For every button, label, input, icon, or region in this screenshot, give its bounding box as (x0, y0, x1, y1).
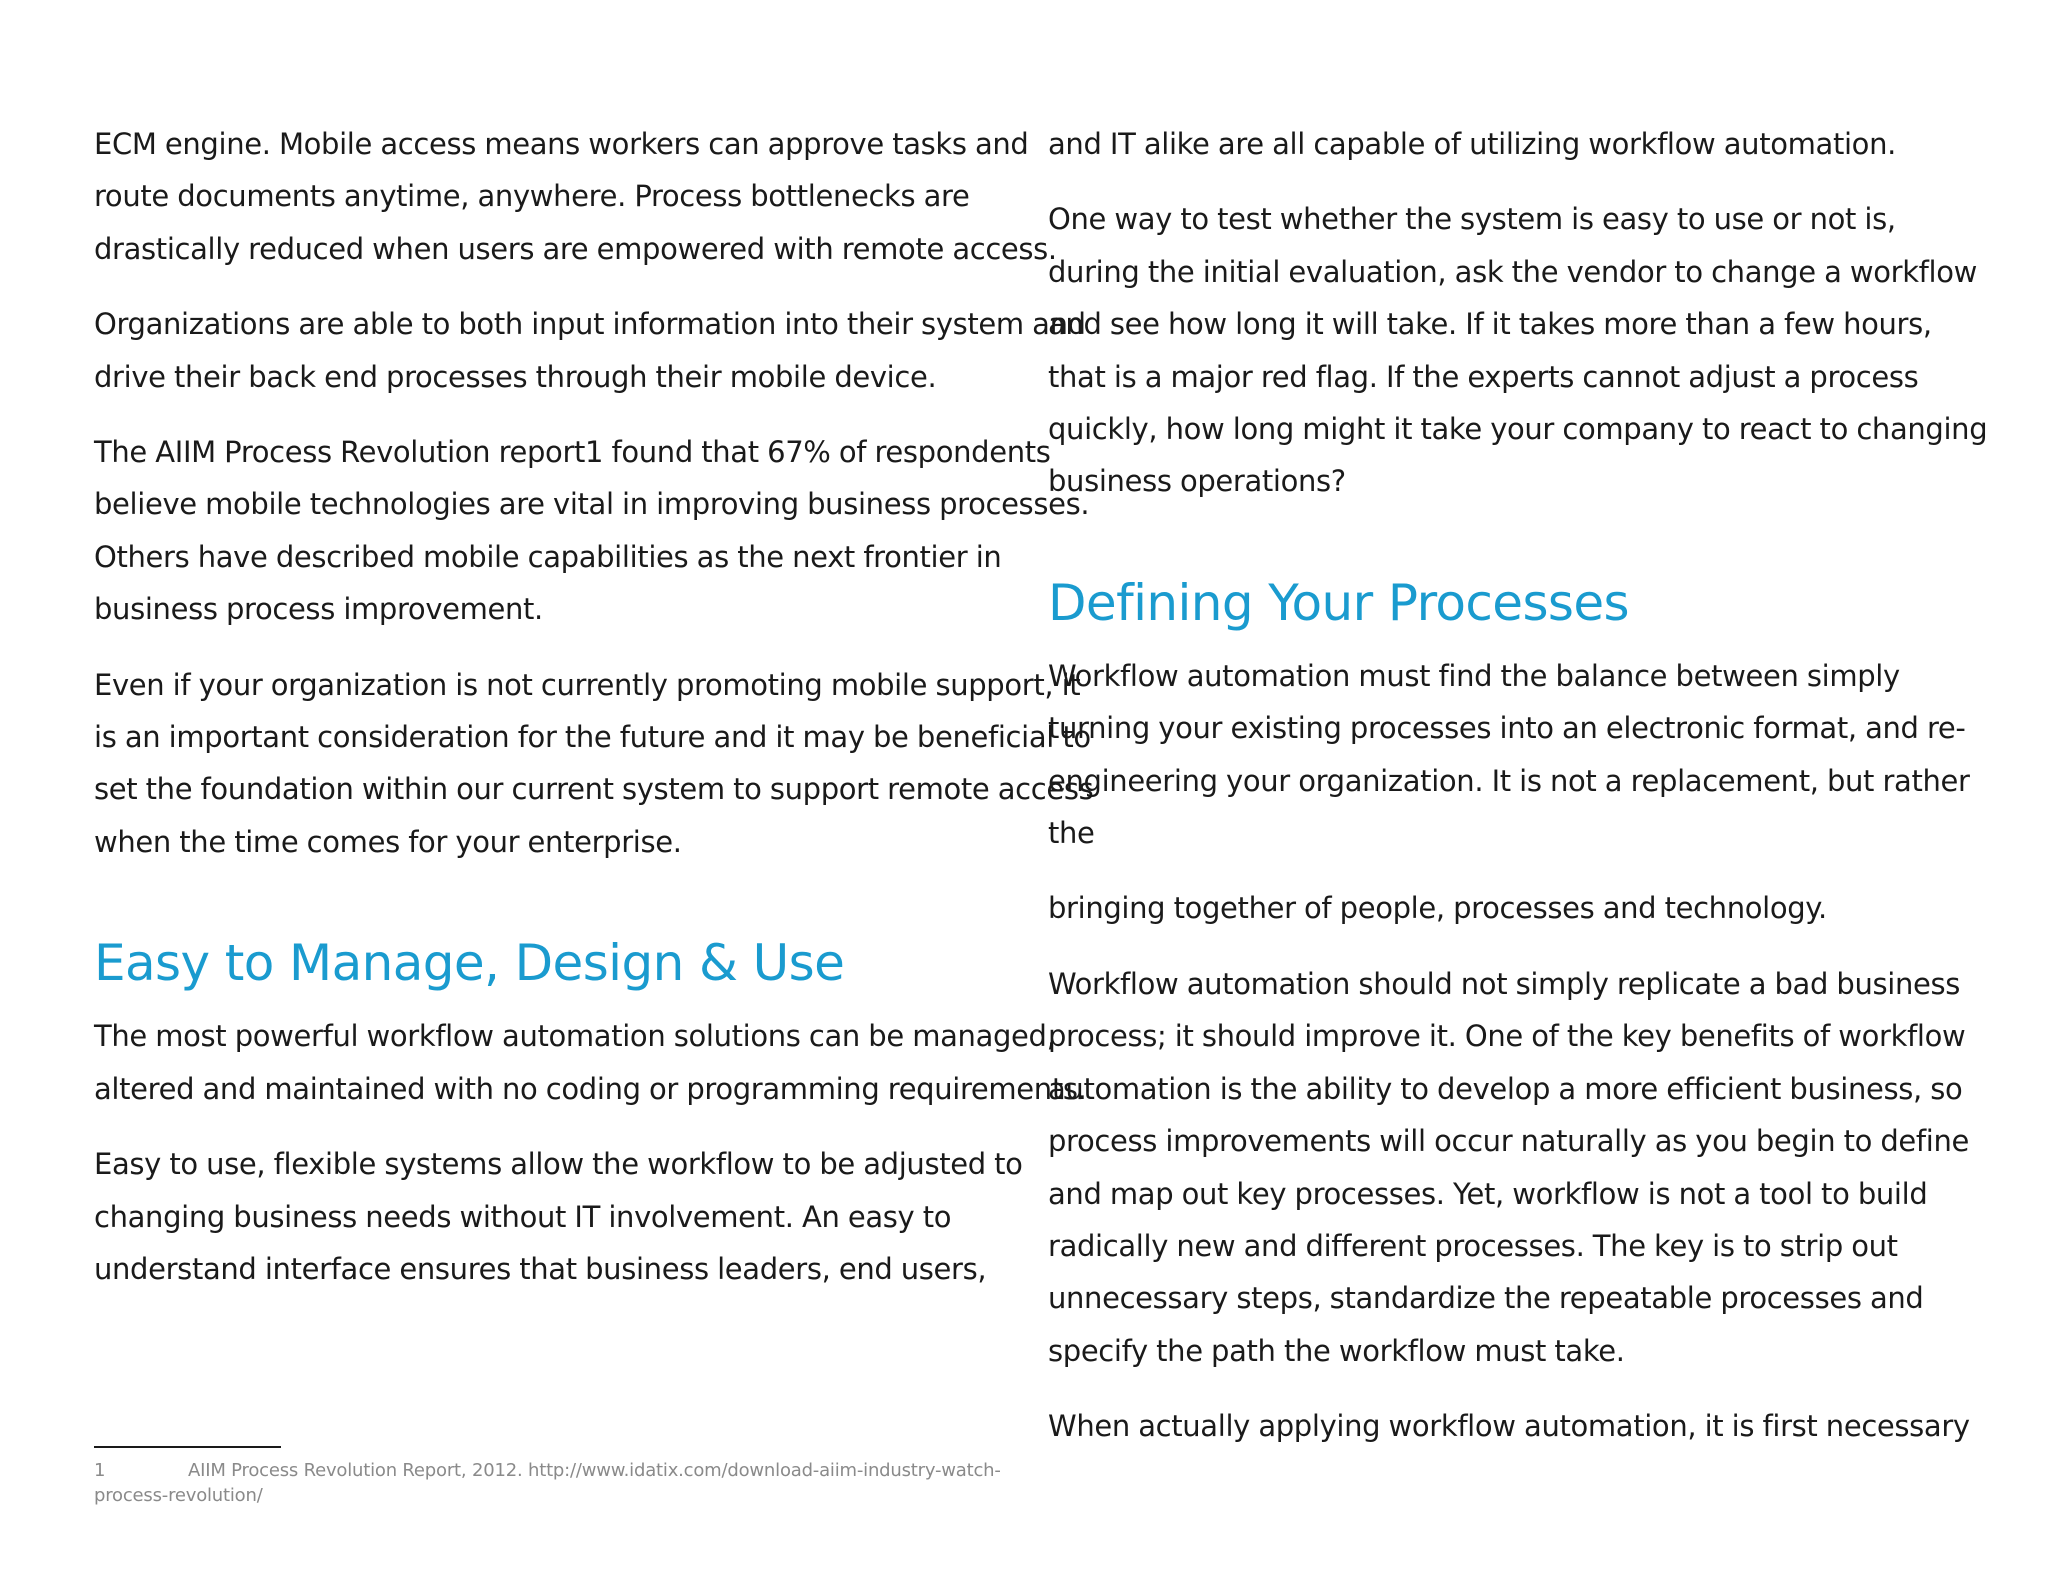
body-paragraph: ECM engine. Mobile access means workers can approve tasks and route documents anytime, anywhere. Process bottlenecks are drastically reduced when users are empowered with remote access. (94, 127, 1057, 266)
footnote-divider (94, 1446, 281, 1448)
body-paragraph: Workflow automation must find the balance between simply turning your existing processes into an electronic format, and re-engineering your organization. It is not a replacement, but rather the (1048, 658, 1970, 851)
left-column (94, 118, 1109, 1318)
body-paragraph: Even if your organization is not currently promoting mobile support, it is an important consideration for the future and it may be beneficial to set the foundation within our current system to support remote access when the time comes for your enterprise. (94, 667, 1094, 859)
body-paragraph: Organizations are able to both input information into their system and drive their back end processes through their mobile device. (94, 307, 1086, 394)
body-paragraph: The AIIM Process Revolution report1 found that 67% of respondents believe mobile technologies are vital in improving business processes. Others have described mobile capabilities as the next frontier in business process improvement. (94, 435, 1090, 627)
body-paragraph: bringing together of people, processes and technology. (1048, 891, 1827, 926)
section-heading-easy-to-manage: Easy to Manage, Design & Use (94, 934, 845, 993)
right-column (1048, 118, 1988, 1476)
body-paragraph: Easy to use, flexible systems allow the workflow to be adjusted to changing business needs without IT involvement. An easy to understand interface ensures that business leaders, end users, (94, 1147, 1023, 1286)
body-paragraph: One way to test whether the system is easy to use or not is, during the initial evaluation, ask the vendor to change a workflow and see how long it will take. If it takes more than a few hours, that is a major red flag. If the experts cannot adjust a process quickly, how long might it take your company to react to changing business operations? (1048, 202, 1988, 499)
footnote-number: 1 (94, 1460, 106, 1481)
body-paragraph: and IT alike are all capable of utilizing workflow automation. (1048, 127, 1896, 161)
body-paragraph: When actually applying workflow automation, it is first necessary (1048, 1409, 1970, 1444)
body-paragraph: Workflow automation should not simply replicate a bad business process; it should improve it. One of the key benefits of workflow automation is the ability to develop a more efficient business, so process improvements will occur naturally as you begin to define and map out key processes. Yet, workflow is not a tool to build radically new and different processes. The key is to strip out unnecessary steps, standardize the repeatable processes and specify the path the workflow must take. (1048, 966, 1970, 1368)
section-heading-defining-processes: Defining Your Processes (1048, 573, 1629, 632)
footnote (94, 1446, 1014, 1508)
footnote-text-block (94, 1458, 1014, 1508)
body-paragraph: The most powerful workflow automation solutions can be managed, altered and maintained with no coding or programming requirements. (94, 1019, 1087, 1106)
footnote-citation: AIIM Process Revolution Report, 2012. http://www.idatix.com/download-aiim-industry-watch-process-revolution/ (94, 1460, 1001, 1506)
